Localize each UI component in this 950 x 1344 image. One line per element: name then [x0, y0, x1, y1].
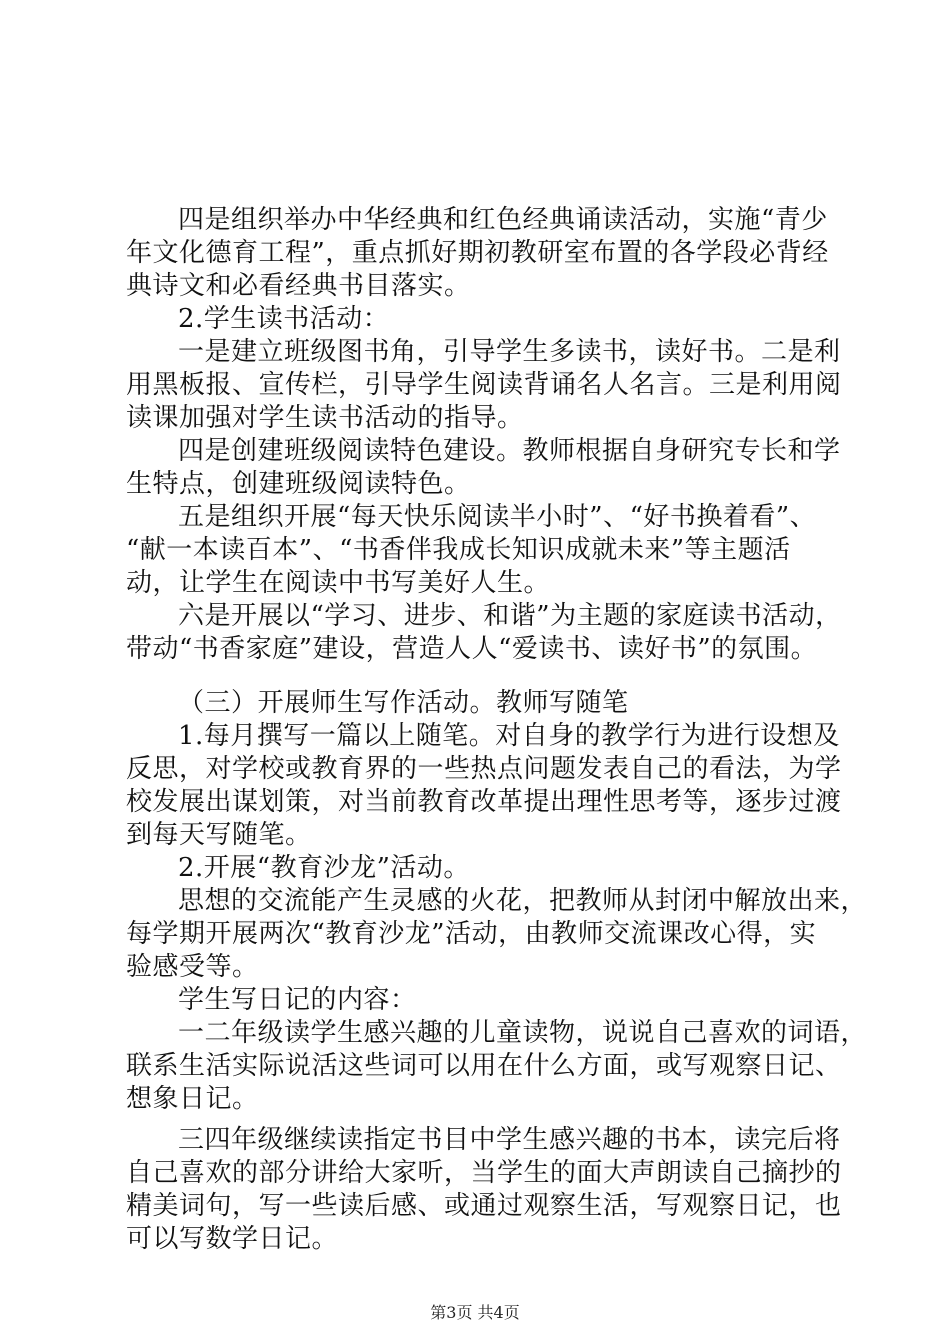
text-line: 一二年级读学生感兴趣的儿童读物，说说自己喜欢的词语，	[178, 1018, 868, 1048]
text-line: 校发展出谋划策，对当前教育改革提出理性思考等，逐步过渡	[126, 787, 842, 817]
text-line: 1.每月撰写一篇以上随笔。对自身的教学行为进行设想及	[178, 721, 840, 751]
text-line: 用黑板报、宣传栏，引导学生阅读背诵名人名言。三是利用阅	[126, 370, 842, 400]
section-heading: （三）开展师生写作活动。教师写随笔	[178, 688, 629, 718]
text-line: 学生写日记的内容：	[178, 985, 417, 1015]
text-line: 联系生活实际说活这些词可以用在什么方面，或写观察日记、	[126, 1051, 842, 1081]
text-line: 五是组织开展“每天快乐阅读半小时”、“好书换着看”、	[178, 502, 817, 532]
text-line: “献一本读百本”、“书香伴我成长知识成就未来”等主题活	[126, 535, 791, 565]
text-line: 四是组织举办中华经典和红色经典诵读活动，实施“青少	[178, 205, 828, 235]
text-line: 自己喜欢的部分讲给大家听，当学生的面大声朗读自己摘抄的	[126, 1158, 842, 1188]
text-line: 一是建立班级图书角，引导学生多读书，读好书。二是利	[178, 337, 841, 367]
text-line: 想象日记。	[126, 1084, 259, 1114]
text-line: 2.开展“教育沙龙”活动。	[178, 853, 470, 883]
text-line: 每学期开展两次“教育沙龙”活动，由教师交流课改心得，实	[126, 919, 817, 949]
text-line: 六是开展以“学习、进步、和谐”为主题的家庭读书活动，	[178, 601, 842, 631]
text-line: 三四年级继续读指定书目中学生感兴趣的书本，读完后将	[178, 1125, 841, 1155]
text-line: 生特点，创建班级阅读特色。	[126, 469, 471, 499]
text-line: 动，让学生在阅读中书写美好人生。	[126, 568, 551, 598]
text-line: 反思，对学校或教育界的一些热点问题发表自己的看法，为学	[126, 754, 842, 784]
text-line: 可以写数学日记。	[126, 1224, 339, 1254]
text-line: 四是创建班级阅读特色建设。教师根据自身研究专长和学	[178, 436, 841, 466]
text-line: 精美词句，写一些读后感、或通过观察生活，写观察日记，也	[126, 1191, 842, 1221]
text-line: 带动“书香家庭”建设，营造人人“爱读书、读好书”的氛围。	[126, 634, 818, 664]
text-line: 典诗文和必看经典书目落实。	[126, 271, 471, 301]
text-line: 读课加强对学生读书活动的指导。	[126, 403, 524, 433]
text-line: 2.学生读书活动：	[178, 304, 390, 334]
text-line: 思想的交流能产生灵感的火花，把教师从封闭中解放出来，	[178, 886, 868, 916]
page-footer: 第3页 共4页	[430, 1303, 520, 1322]
text-line: 验感受等。	[126, 952, 259, 982]
text-line: 到每天写随笔。	[126, 820, 312, 850]
text-line: 年文化德育工程”，重点抓好期初教研室布置的各学段必背经	[126, 238, 829, 268]
